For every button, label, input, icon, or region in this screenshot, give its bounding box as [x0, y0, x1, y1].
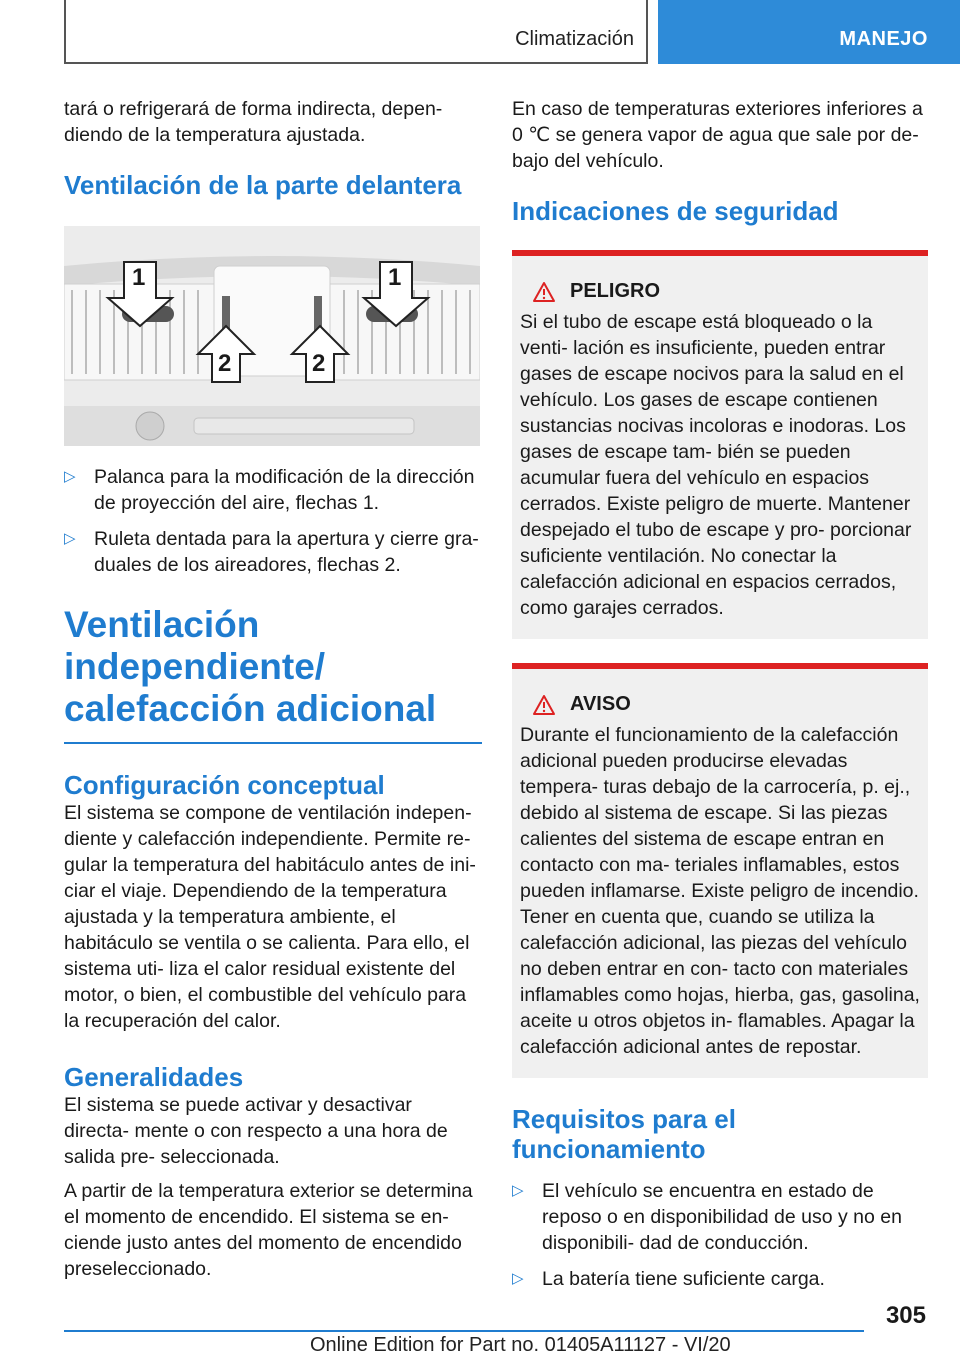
danger-box: [512, 250, 928, 639]
list-item: ▷ El vehículo se encuentra en estado de reposo o en disponibilidad de uso y no en disponibili- dad de conducción.: [512, 1180, 902, 1254]
header-chapter-label: MANEJO: [839, 28, 928, 50]
arrow-2-left-label: 2: [218, 350, 232, 377]
notice-box: [512, 663, 928, 1078]
general-paragraph-2: A partir de la temperatura exterior se determina el momento de encendido. El sistema se en- ciende justo antes del momento de encendido preseleccionado.: [64, 1180, 473, 1280]
left-column: [64, 96, 482, 1290]
list-item: ▷ Palanca para la modificación de la dirección de proyección del aire, flechas 1.: [64, 466, 475, 514]
chapter-heading: Ventilación independiente/ calefacción adicional: [64, 604, 437, 729]
arrow-2-right-label: 2: [312, 350, 326, 377]
triangle-bullet-icon: ▷: [512, 1182, 524, 1199]
general-heading: Generalidades: [64, 1062, 244, 1092]
arrow-1-left-label: 1: [132, 264, 146, 291]
footer-edition: Online Edition for Part no. 01405A11127 - VI/20: [310, 1334, 731, 1356]
danger-title: PELIGRO: [570, 280, 661, 302]
requirements-list: [512, 1178, 928, 1292]
vent-figure: [64, 226, 480, 446]
danger-text: Si el tubo de escape está bloqueado o la venti- lación es insuficiente, pueden entrar gases de escape nocivos para la salud en el vehículo. Los gases de escape contienen sustancias nocivas incoloras e inodoras. Los gases de escape tam- bién se pueden acumular fuera del vehículo en espacios cerrados. Existe peligro de muerte. Mantener despejado el tubo de escape y pro- porcionar suficiente ventilación. No conectar la calefacción adicional en espacios cerrados, como garajes cerrados.: [520, 311, 912, 619]
cold-temp-paragraph: En caso de temperaturas exteriores inferiores a 0 ℃ se genera vapor de agua que sale por de- bajo del vehículo.: [512, 98, 923, 172]
right-column: [512, 96, 928, 1302]
footer-rule: [64, 1330, 864, 1332]
front-vent-heading: Ventilación de la parte delantera: [64, 170, 462, 200]
list-item: ▷ Ruleta dentada para la apertura y cierre gra- duales de los aireadores, flechas 2.: [64, 528, 479, 576]
safety-heading: Indicaciones de seguridad: [512, 196, 839, 226]
chapter-rule: [64, 742, 482, 744]
requirements-heading: Requisitos para el funcionamiento: [512, 1104, 736, 1164]
warning-triangle-icon: [532, 694, 556, 716]
notice-title: AVISO: [570, 693, 631, 715]
triangle-bullet-icon: ▷: [64, 468, 76, 485]
list-item: ▷ La batería tiene suficiente carga.: [512, 1268, 825, 1290]
triangle-bullet-icon: ▷: [512, 1270, 524, 1287]
general-paragraph-1: El sistema se puede activar y desactivar directa- mente o con respecto a una hora de salida pre- seleccionada.: [64, 1094, 448, 1168]
arrow-1-right-label: 1: [388, 264, 402, 291]
concept-heading: Configuración conceptual: [64, 770, 385, 800]
vent-bullet-list: [64, 464, 482, 578]
vent-illustration: [64, 226, 480, 446]
header-section-tab: [64, 0, 648, 64]
header-section-label: Climatización: [515, 28, 634, 50]
concept-paragraph: El sistema se compone de ventilación indepen- diente y calefacción independiente. Permite re- gular la temperatura del habitáculo antes de ini- ciar el viaje. Dependiendo de la temperatura ajustada y la temperatura ambiente, el habitáculo se ventila o se calienta. Para ello, el sistema uti- liza el calor residual existente del motor, o bien, el combustible del vehículo para la recuperación del calor.: [64, 802, 476, 1032]
warning-triangle-icon: [532, 281, 556, 303]
page-number: 305: [885, 1302, 926, 1329]
intro-paragraph: tará o refrigerará de forma indirecta, depen- diendo de la temperatura ajustada.: [64, 98, 443, 146]
header-chapter-tab: [658, 0, 960, 64]
notice-text: Durante el funcionamiento de la calefacción adicional pueden producirse elevadas tempera- turas debajo de la carrocería, p. ej., debido al sistema de escape. Si las piezas calientes del sistema de escape entran en contacto con ma- teriales inflamables, estos pueden inflamarse. Existe peligro de incendio. Tener en cuenta que, cuando se utiliza la calefacción adicional, las piezas del vehículo no deben entrar en con- tacto con materiales inflamables como hojas, hierba, gas, gasolina, aceite u otros objetos in- flamables. Apagar la calefacción adicional antes de repostar.: [520, 724, 920, 1058]
triangle-bullet-icon: ▷: [64, 530, 76, 547]
